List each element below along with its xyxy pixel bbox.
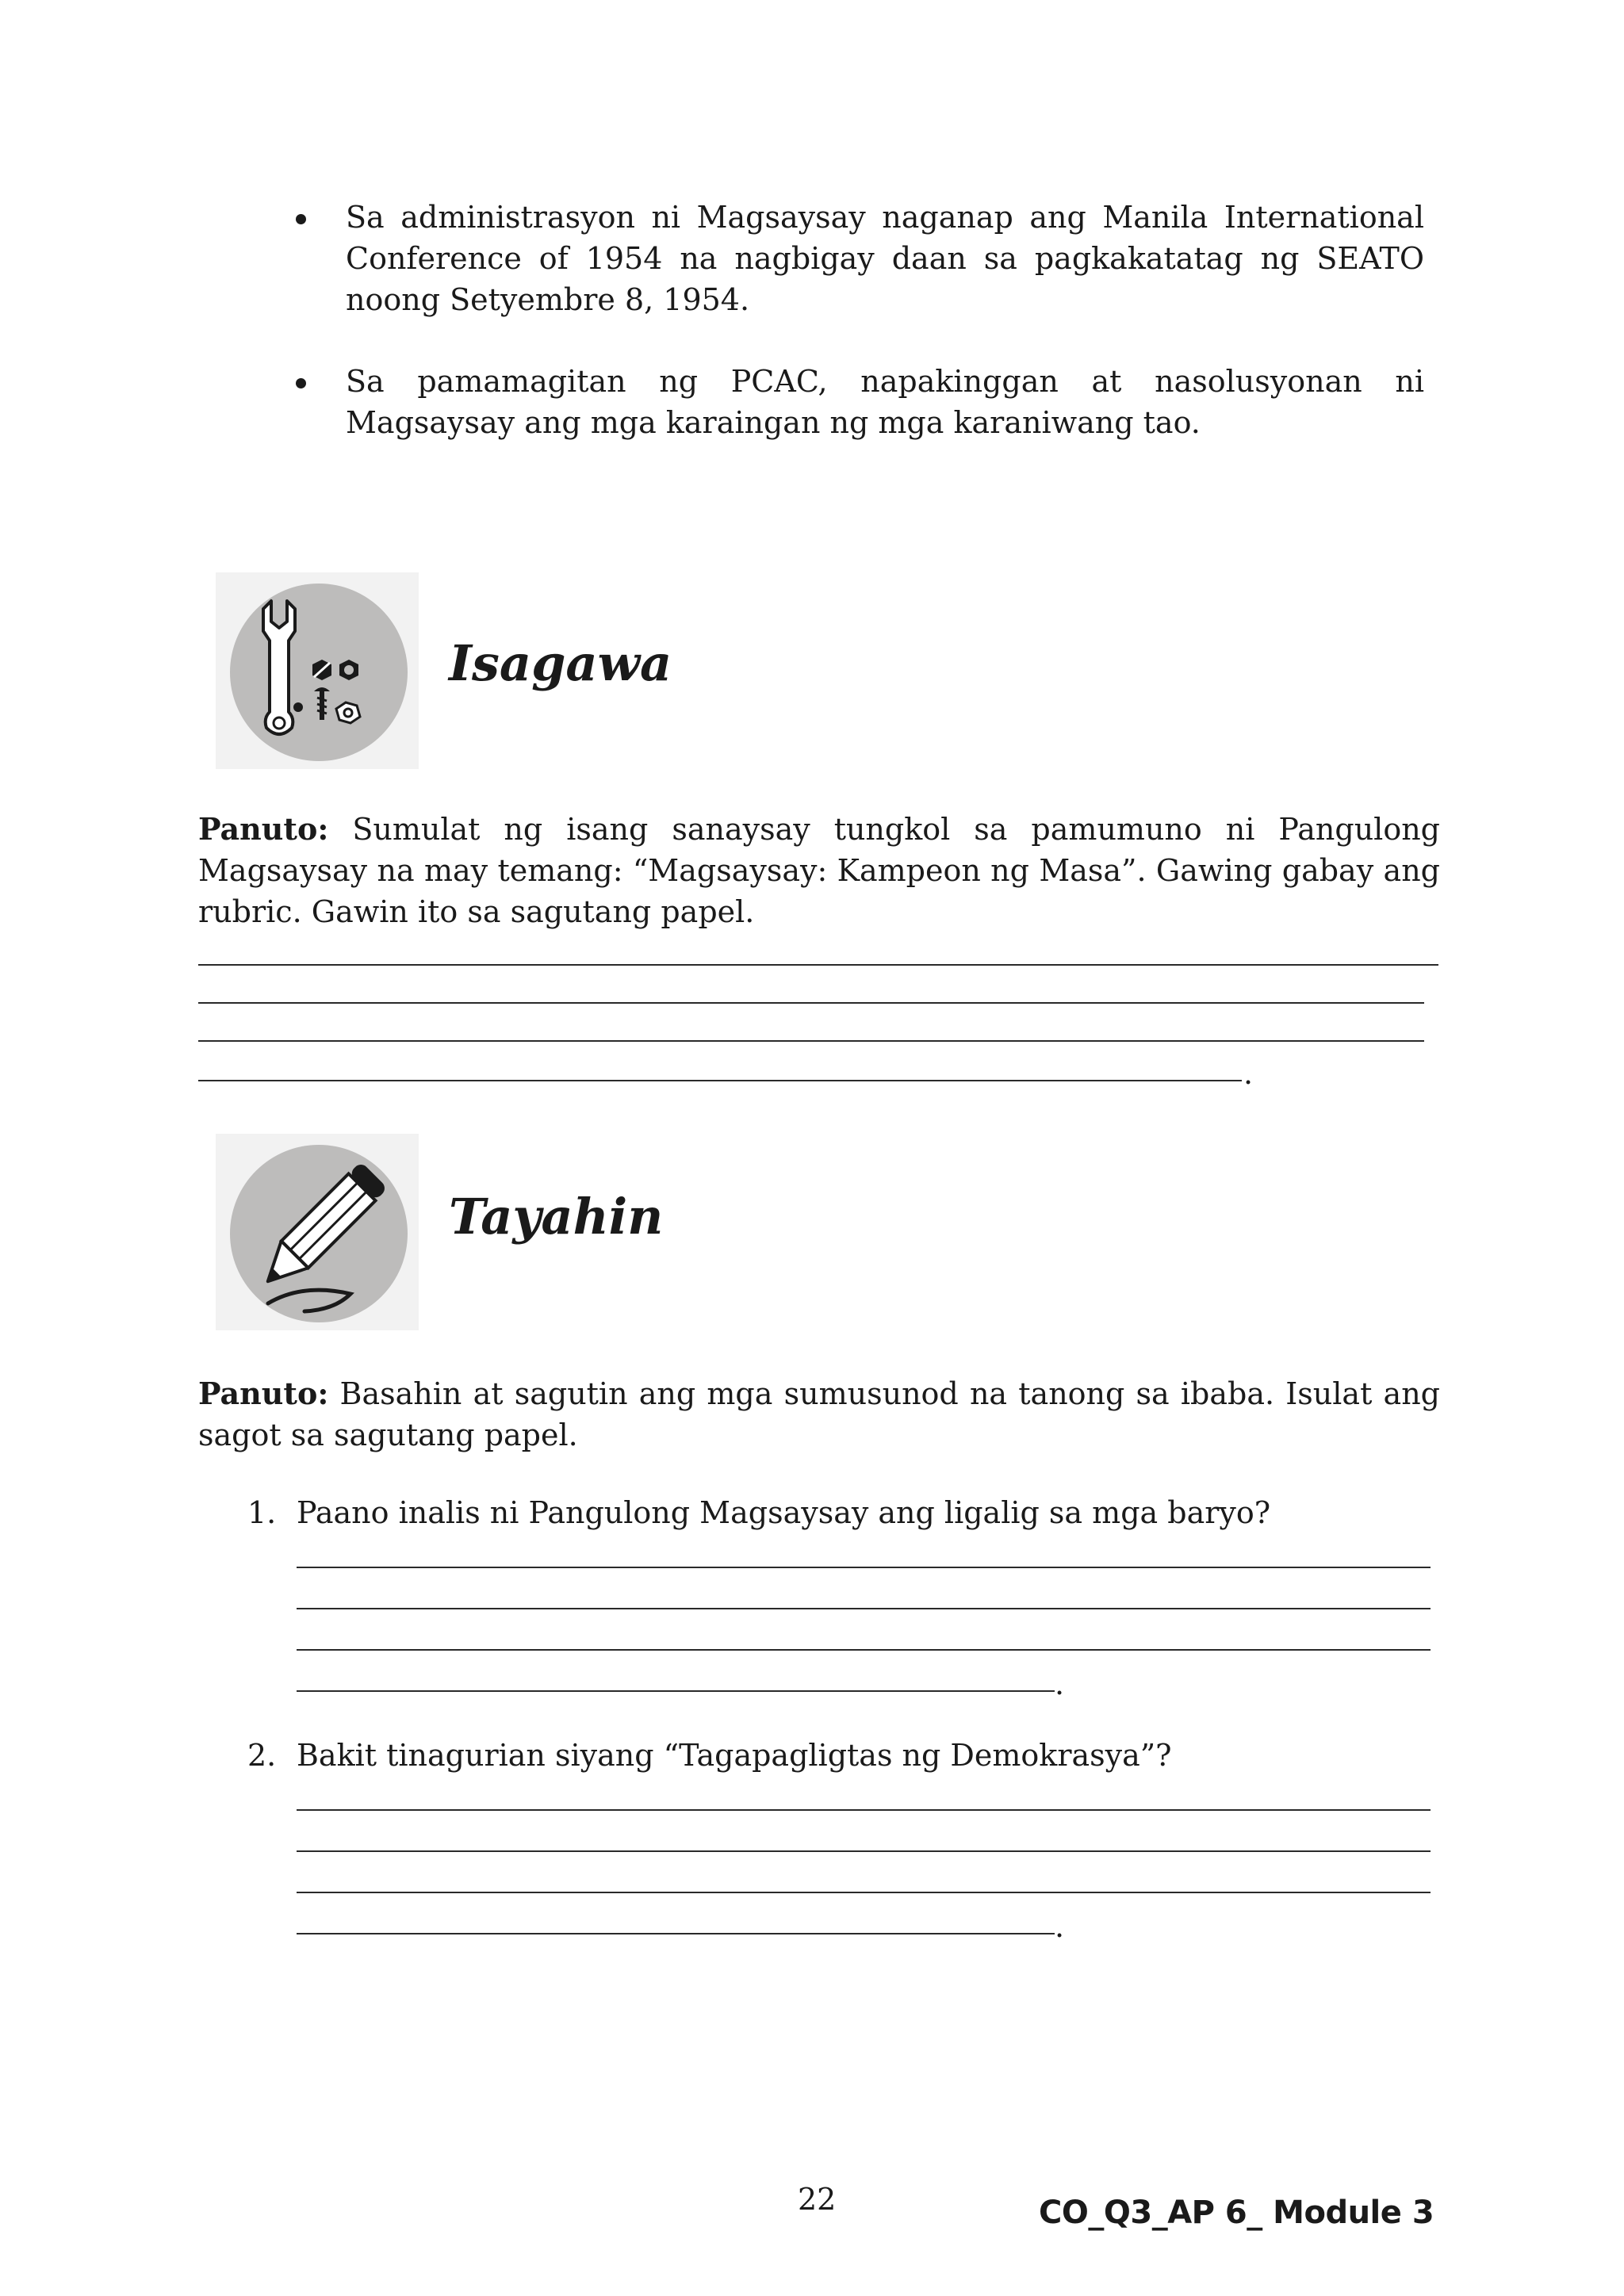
section-title-tayahin: Tayahin (449, 1188, 664, 1246)
pencil-icon (216, 1134, 419, 1330)
answer-line[interactable] (297, 1690, 1055, 1692)
answer-line (198, 1002, 1424, 1004)
answer-line[interactable] (297, 1567, 1431, 1568)
answer-line[interactable] (297, 1933, 1055, 1934)
instruction-label: Panuto: (198, 811, 329, 847)
answer-line[interactable] (297, 1892, 1431, 1893)
tayahin-instruction (198, 1373, 1440, 1456)
wrench-and-bolts-icon (216, 572, 419, 769)
line-end-period: . (1055, 1667, 1065, 1701)
isagawa-instruction (198, 809, 1440, 932)
answer-line (198, 1080, 1242, 1081)
module-code: CO_Q3_AP 6_ Module 3 (1039, 2195, 1434, 2231)
instruction-label: Panuto: (198, 1376, 329, 1411)
answer-line (198, 1040, 1424, 1042)
bullet-marker (296, 214, 306, 224)
answer-line[interactable] (297, 1809, 1431, 1811)
question-number: 2. (247, 1738, 277, 1773)
question-text: Bakit tinagurian siyang “Tagapagligtas ng Demokrasya”? (297, 1738, 1172, 1773)
line-end-period: . (1055, 1909, 1065, 1944)
question-text: Paano inalis ni Pangulong Magsaysay ang ligalig sa mga baryo? (297, 1495, 1271, 1530)
answer-line[interactable] (297, 1850, 1431, 1852)
section-title-isagawa: Isagawa (449, 634, 672, 692)
instruction-text: Sumulat ng isang sanaysay tungkol sa pamumuno ni Pangulong Magsaysay na may temang: “Magsaysay: Kampeon ng Masa”. Gawing gabay ang rubric. Gawin ito sa sagutang papel. (198, 812, 1440, 929)
page-number: 22 (798, 2182, 837, 2217)
bullet-item: Sa pamamagitan ng PCAC, napakinggan at nasolusyonan ni Magsaysay ang mga karaingan ng mga karaniwang tao. (346, 364, 1424, 440)
bullet-item: Sa administrasyon ni Magsaysay naganap ang Manila International Conference of 1954 na nagbigay daan sa pagkakatatag ng SEATO noong Setyembre 8, 1954. (346, 200, 1424, 317)
answer-line (198, 964, 1438, 966)
question-number: 1. (247, 1495, 277, 1530)
answer-line[interactable] (297, 1649, 1431, 1651)
instruction-text: Basahin at sagutin ang mga sumusunod na tanong sa ibaba. Isulat ang sagot sa sagutang papel. (198, 1376, 1440, 1452)
line-end-period: . (1243, 1056, 1254, 1091)
bullet-marker (296, 378, 306, 388)
answer-line[interactable] (297, 1608, 1431, 1609)
